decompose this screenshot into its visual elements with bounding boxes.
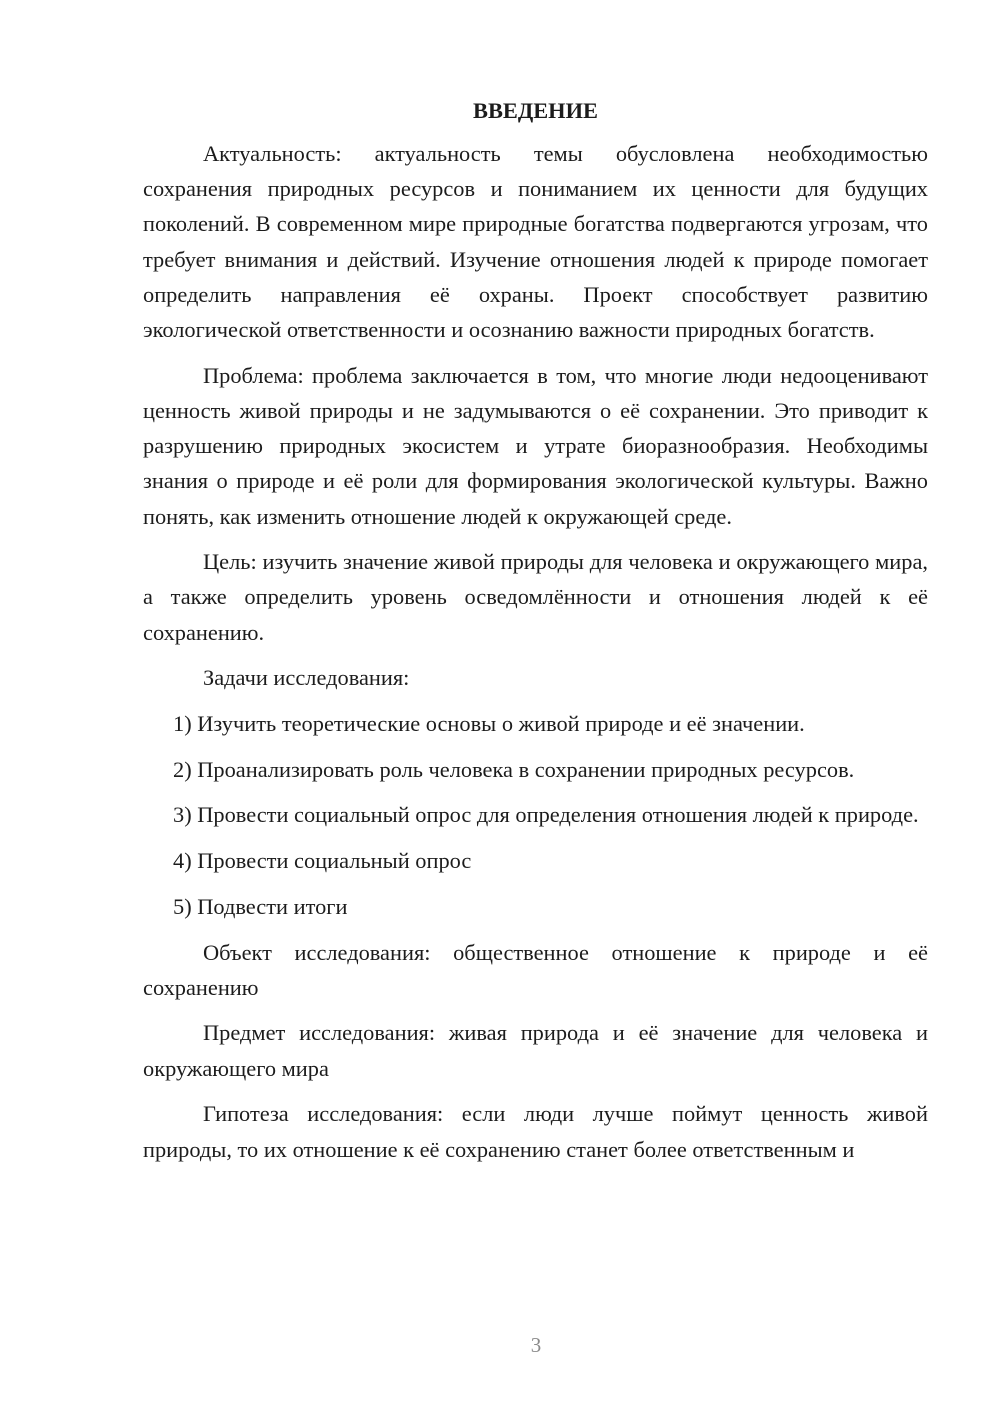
task-item-3: 3) Провести социальный опрос для определения отношения людей к природе. bbox=[173, 802, 919, 828]
task-item-1: 1) Изучить теоретические основы о живой природе и её значении. bbox=[173, 711, 805, 737]
paragraph-goal: Цель: изучить значение живой природы для человека и окружающего мира, а также определить уровень осведомлённости и отношения людей к её сохранению. bbox=[143, 549, 928, 645]
task-item-5: 5) Подвести итоги bbox=[173, 893, 348, 919]
paragraph-subject: Предмет исследования: живая природа и её значение для человека и окружающего мира bbox=[143, 1020, 928, 1081]
page-number: 3 bbox=[530, 1333, 542, 1357]
paragraph-object: Объект исследования: общественное отношение к природе и её сохранению bbox=[143, 939, 928, 1000]
paragraph-hypothesis: Гипотеза исследования: если люди лучше поймут ценность живой природы, то их отношение к её сохранению станет более ответственным и bbox=[143, 1101, 928, 1162]
tasks-heading: Задачи исследования: bbox=[203, 665, 410, 691]
section-title: ВВЕДЕНИЕ bbox=[473, 98, 598, 123]
paragraph-problem: Проблема: проблема заключается в том, что многие люди недооценивают ценность живой природы и не задумываются о её сохранении. Это приводит к разрушению природных экосистем и утрате биоразнообразия. Необходимы знания о природе и её роли для формирования экологической культуры. Важно понять, как изменить отношение людей к окружающей среде. bbox=[143, 362, 928, 529]
task-item-2: 2) Проанализировать роль человека в сохранении природных ресурсов. bbox=[173, 756, 855, 782]
paragraph-relevance: Актуальность: актуальность темы обусловлена необходимостью сохранения природных ресурсов и пониманием их ценности для будущих поколений. В современном мире природные богатства подвергаются угрозам, что требует внимания и действий. Изучение отношения людей к природе помогает определить направления её охраны. Проект способствует развитию экологической ответственности и осознанию важности природных богатств. bbox=[143, 141, 928, 343]
task-item-4: 4) Провести социальный опрос bbox=[173, 848, 472, 874]
document-page bbox=[143, 96, 928, 1177]
